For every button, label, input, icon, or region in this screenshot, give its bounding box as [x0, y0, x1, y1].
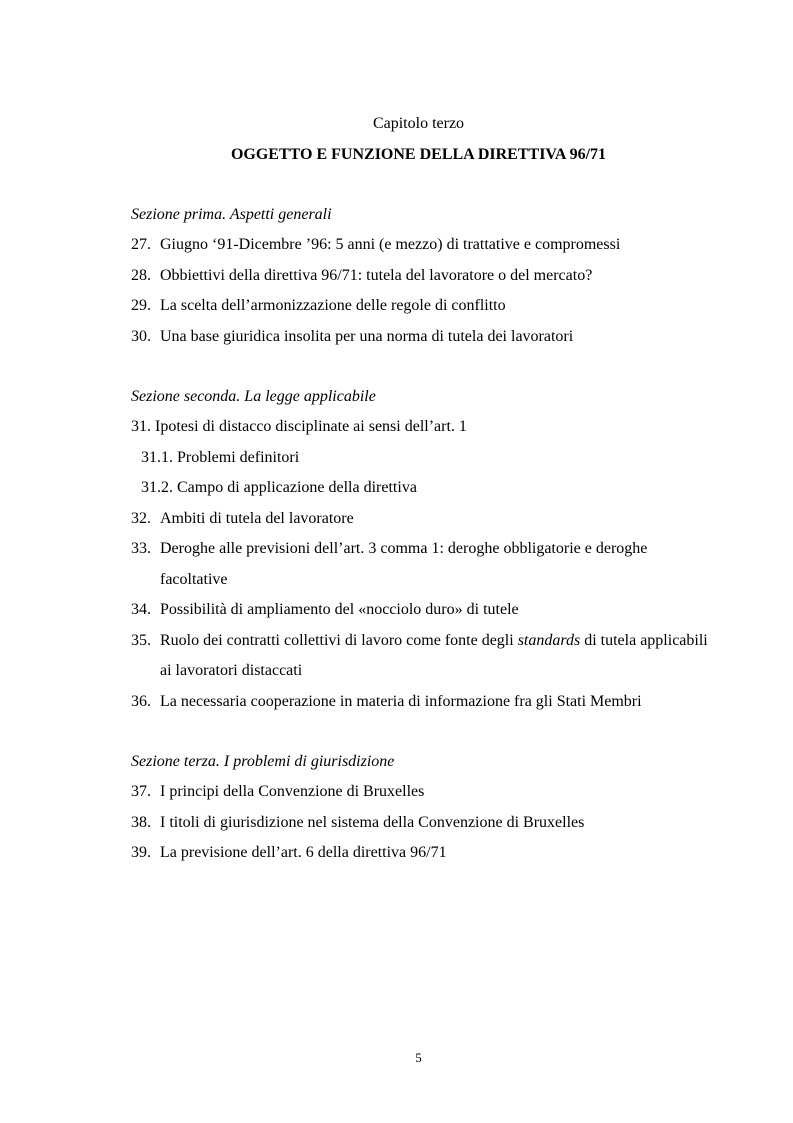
entry-number: 30.: [131, 327, 151, 345]
toc-entry-30: [131, 322, 711, 353]
entry-text: Ambiti di tutela del lavoratore: [160, 509, 354, 527]
toc-entry-34: [131, 595, 711, 626]
entry-number: 31.: [131, 418, 151, 435]
entry-number: 27.: [131, 236, 151, 253]
entry-text: Possibilità di ampliamento del «nocciolo duro» di tutele: [160, 601, 519, 618]
entry-text: La scelta dell’armonizzazione delle regole di conflitto: [160, 297, 506, 314]
section-heading: Sezione terza. I problemi di giurisdizione: [131, 753, 395, 770]
chapter-title: OGGETTO E FUNZIONE DELLA DIRETTIVA 96/71: [230, 146, 607, 163]
entry-number: 29.: [131, 297, 151, 314]
section-prima: [131, 200, 711, 352]
entry-text: Giugno ‘91-Dicembre ’96: 5 anni (e mezzo) di trattative e compromessi: [160, 236, 621, 253]
entry-number: 39.: [131, 844, 151, 861]
section-heading: Sezione seconda. La legge applicabile: [131, 388, 376, 405]
entry-number: 36.: [131, 692, 151, 710]
toc-entry-27: [131, 230, 711, 261]
entry-number: 31.2.: [141, 479, 173, 496]
chapter-label: Capitolo terzo: [372, 115, 465, 132]
entry-number: 35.: [131, 631, 151, 649]
entry-number: 32.: [131, 509, 151, 527]
toc-entry-28: [131, 261, 711, 292]
section-terza: [131, 747, 711, 869]
toc-entry-35: [131, 626, 711, 687]
entry-text: Problemi definitori: [177, 448, 300, 466]
entry-number: 28.: [131, 266, 151, 284]
toc-entry-29: [131, 291, 711, 322]
entry-number: 33.: [131, 540, 151, 557]
page-number: 5: [415, 1050, 422, 1065]
entry-text: Campo di applicazione della direttiva: [177, 479, 417, 496]
entry-number: 38.: [131, 813, 151, 831]
entry-text-before: Ruolo dei contratti collettivi di lavoro come fonte degli: [160, 631, 518, 649]
entry-text: I titoli di giurisdizione nel sistema della Convenzione di Bruxelles: [160, 813, 585, 831]
entry-text: La necessaria cooperazione in materia di informazione fra gli Stati Membri: [160, 692, 642, 710]
entry-text: Obbiettivi della direttiva 96/71: tutela del lavoratore o del mercato?: [160, 266, 593, 284]
entry-text-after: di tutela applicabili ai lavoratori distaccati: [160, 631, 708, 679]
toc-entry-31-1: [131, 443, 711, 474]
toc-entry-36: [131, 687, 711, 718]
toc-entry-32: [131, 504, 711, 535]
entry-text: La previsione dell’art. 6 della direttiva 96/71: [160, 844, 447, 861]
entry-number: 34.: [131, 601, 151, 618]
toc-entry-33: [131, 534, 711, 595]
entry-text-italic: standards: [517, 631, 581, 649]
entry-text: I principi della Convenzione di Bruxelles: [160, 783, 425, 800]
entry-text: Deroghe alle previsioni dell’art. 3 comma 1: deroghe obbligatorie e deroghe facoltative: [160, 540, 648, 588]
section-heading: Sezione prima. Aspetti generali: [131, 206, 332, 223]
entry-text: Una base giuridica insolita per una norma di tutela dei lavoratori: [160, 327, 574, 345]
toc-entry-31: [131, 412, 711, 443]
toc-entry-37: [131, 777, 711, 808]
section-seconda: [131, 382, 711, 717]
entry-text: Ipotesi di distacco disciplinate ai sensi dell’art. 1: [155, 418, 467, 435]
toc-entry-39: [131, 838, 711, 869]
entry-text: [160, 626, 711, 687]
toc-entry-38: [131, 808, 711, 839]
entry-number: 31.1.: [141, 448, 173, 466]
entry-number: 37.: [131, 783, 151, 800]
toc-entry-31-2: [131, 473, 711, 504]
